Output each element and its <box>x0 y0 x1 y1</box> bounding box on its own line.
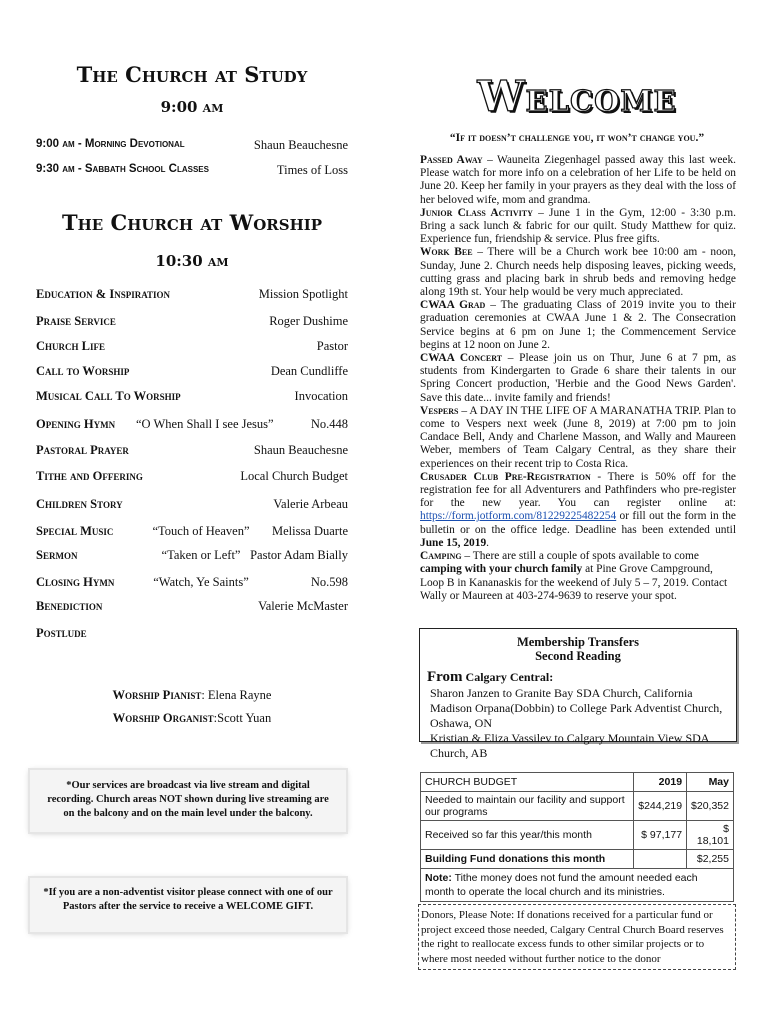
from-place: Calgary Central: <box>462 670 554 684</box>
table-row <box>421 792 734 821</box>
announcement-item <box>420 352 736 405</box>
worship-item <box>36 469 348 489</box>
worship-item <box>36 524 348 544</box>
membership-line: Kristian & Eliza Vassilev to Calgary Mountain View SDA Church, AB <box>430 731 709 760</box>
study-item <box>36 138 348 158</box>
budget-cell: $244,219 <box>634 792 687 821</box>
announcement-text: – The graduating Class of 2019 invite you to their graduation ceremonies at CWAA June 1 & 2. The Consecration Service begins at 6 pm on June 1; the Commencement Service begins at 12 noon on June 2. <box>420 299 736 351</box>
announcement-text: – Wauneita Ziegenhagel passed away this last week. Please watch for more info on a celebration of her Life to be held on June 20. Keep her family in your prayers as they deal with the loss of her beloved wife, mom and grandma. <box>420 154 737 206</box>
worship-item-label: Praise Service <box>36 314 116 328</box>
worship-title: The Church at Worship <box>61 210 323 235</box>
broadcast-note <box>30 770 346 832</box>
worship-item <box>36 626 348 646</box>
worship-item-label: Musical Call To Worship <box>36 389 181 403</box>
worship-item-label: Opening Hymn <box>36 417 116 431</box>
announcement-item <box>420 550 736 603</box>
announcement-item <box>420 154 736 207</box>
budget-note <box>421 869 734 902</box>
study-item <box>36 163 348 183</box>
announcement-text: – June 1 in the Gym, 12:00 - 3:30 p.m. Bring a sack lunch & fabric for our quilt. Study Matthew for quiz. Experience fun, friendship & service. Plus free gifts. <box>420 206 736 246</box>
worship-item-label: Postlude <box>36 626 87 640</box>
worship-pianist <box>36 688 348 703</box>
worship-item-label: Call to Worship <box>36 364 130 378</box>
organist-name: :Scott Yuan <box>213 711 272 725</box>
worship-item-label: Sermon <box>36 548 78 562</box>
budget-cell: $2,255 <box>687 850 734 869</box>
worship-item-title: “Taken or Left” <box>161 548 241 562</box>
worship-item-label: Church Life <box>36 339 105 353</box>
worship-item-value: Dean Cundliffe <box>270 364 348 378</box>
table-row <box>421 850 734 869</box>
study-item-value: Shaun Beauchesne <box>253 138 348 152</box>
study-title: The Church at Study <box>76 62 308 87</box>
worship-item-value: Valerie McMaster <box>258 599 348 613</box>
announcement-text: at Pine Grove Campground, Loop B in Kananaskis for the weekend of July 5 – 7, 2019. Contact Wally or Maureen at 403-274-9639 to reserve your spot. <box>420 563 728 602</box>
worship-item-label: Closing Hymn <box>36 575 115 589</box>
worship-item <box>36 364 348 384</box>
announcement-text: – There are still a couple of spots available to come <box>461 550 699 563</box>
announcement-head: CWAA Grad <box>420 299 486 312</box>
announcements <box>420 154 736 603</box>
worship-item-value: Roger Dushime <box>269 314 348 328</box>
worship-item-value: Pastor <box>316 339 348 353</box>
welcome-title: Welcome <box>477 72 677 121</box>
announcement-item <box>420 299 736 352</box>
study-item-label: 9:00 am - Morning Devotional <box>36 138 185 150</box>
membership-box <box>419 628 737 760</box>
worship-item <box>36 287 348 307</box>
worship-item <box>36 339 348 359</box>
table-row <box>421 773 734 792</box>
worship-item-title: “Watch, Ye Saints” <box>153 575 249 589</box>
worship-item-title: “O When Shall I see Jesus” <box>136 417 274 431</box>
budget-note-text: Tithe money does not fund the amount needed each month to operate the local church and its ministries. <box>425 872 698 898</box>
worship-item <box>36 575 348 595</box>
budget-note-label: Note: <box>425 872 452 884</box>
announcement-text: – There will be a Church work bee 10:00 am - noon, Sunday, June 2. Church needs help disposing leaves, picking weeds, cutting grass and placing bark in shrub beds and removing hedge along 19th st. Your help would be very much appreciated. <box>420 246 737 299</box>
budget-header-year: 2019 <box>634 773 687 792</box>
announcement-item <box>420 207 736 247</box>
worship-item-title: “Touch of Heaven” <box>152 524 250 538</box>
worship-item-value: Local Church Budget <box>240 469 348 483</box>
membership-title: Membership Transfers <box>516 635 640 649</box>
membership-from <box>427 669 736 686</box>
worship-item-label: Tithe and Offering <box>36 469 143 483</box>
membership-line: Madison Orpana(Dobbin) to College Park Adventist Church, Oshawa, ON <box>430 701 723 730</box>
announcement-head: Junior Class Activity <box>420 206 533 219</box>
budget-cell <box>634 850 687 869</box>
worship-item-value: No.448 <box>310 417 348 431</box>
table-row <box>421 821 734 850</box>
pianist-name: : Elena Rayne <box>201 688 272 702</box>
announcement-item: Crusader Club Pre-Registration - There is 50% off for the registration fee for all Adventurers and Pathfinders who pre-register for the new year. You can register online at: https://form.jotform.com/81229225482254 or fill out the form in the bulletin or on the office ledge. Deadline has been extended until June 15, 2019. <box>420 470 736 549</box>
pianist-label: Worship Pianist <box>112 688 202 702</box>
worship-item <box>36 548 348 568</box>
worship-item <box>36 497 348 517</box>
announcement-emphasis: camping with your church family <box>420 563 583 576</box>
organist-label: Worship Organist <box>112 711 214 725</box>
budget-cell: Received so far this year/this month <box>421 821 634 850</box>
broadcast-text: *Our services are broadcast via live stream and digital recording. Church areas NOT shown during live streaming are on the balcony and on the main level under the balcony. <box>47 780 329 819</box>
study-item-value: Times of Loss <box>276 163 348 177</box>
budget-cell: $ 97,177 <box>634 821 687 850</box>
worship-item-value: Pastor Adam Bially <box>250 548 348 562</box>
budget-header-label: CHURCH BUDGET <box>421 773 634 792</box>
worship-time: 10:30 am <box>155 252 229 270</box>
budget-cell: $ 18,101 <box>687 821 734 850</box>
announcement-head: Camping <box>420 550 462 563</box>
budget-cell: Needed to maintain our facility and support our programs <box>421 792 634 821</box>
announcement-head: Passed Away <box>420 154 483 166</box>
visitor-note <box>30 878 346 932</box>
study-item-label: 9:30 am - Sabbath School Classes <box>36 163 209 175</box>
announcement-text: – Please join us on Thur, June 6 at 7 pm, as students from Kindergarten to Grade 6 share their talents in our Spring Concert production, 'Herbie and the Good News Garden'. Save this date... invite family and friends! <box>420 352 736 404</box>
deadline-date: June 15, 2019 <box>420 536 487 549</box>
worship-item-value: Valerie Arbeau <box>273 497 348 511</box>
worship-organist <box>36 711 348 726</box>
announcement-text: - There is 50% off for the registration fee for all Adventurers and Pathfinders who pre-register for the new year. You can register online at: <box>420 470 736 510</box>
announcement-head: Work Bee <box>420 246 473 259</box>
worship-item <box>36 599 348 619</box>
registration-link[interactable]: https://form.jotform.com/81229225482254 <box>420 510 617 523</box>
budget-cell: Building Fund donations this month <box>421 850 634 869</box>
worship-item-value: Mission Spotlight <box>258 287 348 301</box>
donors-note: Donors, Please Note: If donations received for a particular fund or project exceed those needed, Calgary Central Church Board reserves the right to reallocate excess funds to other similar projects or to where most needed without further notice to the donor <box>418 904 736 970</box>
from-word: From <box>427 669 463 685</box>
worship-item <box>36 389 348 409</box>
study-time: 9:00 am <box>160 98 224 116</box>
membership-line: Sharon Janzen to Granite Bay SDA Church, California <box>430 686 693 700</box>
announcement-text: – A DAY IN THE LIFE OF A MARANATHA TRIP. Plan to come to Vespers next week (June 8, 2019) at 7:00 pm to join Candace Bell, Andy and Charlene Masson, and Wally and Maureen Weber, members of Team Calgary Central, as they share their experiences on their recent trip to Costa Rica. <box>420 404 736 470</box>
budget-header-month: May <box>687 773 734 792</box>
worship-item <box>36 314 348 334</box>
worship-item <box>36 443 348 463</box>
announcement-text: or fill out the form in the bulletin or on the office ledge. Deadline has been extended until <box>420 510 736 536</box>
worship-item-value: Shaun Beauchesne <box>253 443 348 457</box>
worship-item-label: Special Music <box>36 524 114 538</box>
membership-subtitle: Second Reading <box>535 649 621 663</box>
worship-item-value: Invocation <box>294 389 348 403</box>
announcement-head: Crusader Club Pre-Registration <box>420 470 591 483</box>
visitor-text: *If you are a non-adventist visitor please connect with one of our Pastors after the service to receive a WELCOME GIFT. <box>43 887 333 912</box>
budget-table <box>420 772 734 902</box>
worship-item-value: No.598 <box>310 575 348 589</box>
worship-item-label: Pastoral Prayer <box>36 443 129 457</box>
announcement-head: CWAA Concert <box>420 352 503 365</box>
worship-item <box>36 417 348 437</box>
welcome-quote: “If it doesn’t challenge you, it won’t change you.” <box>449 132 705 144</box>
worship-item-label: Children Story <box>36 497 123 511</box>
worship-item-label: Benediction <box>36 599 103 613</box>
announcement-item <box>420 405 736 471</box>
budget-cell: $20,352 <box>687 792 734 821</box>
worship-item-label: Education & Inspiration <box>36 287 171 301</box>
announcement-item <box>420 246 736 299</box>
worship-item-value: Melissa Duarte <box>271 524 348 538</box>
announcement-head: Vespers <box>420 404 459 417</box>
table-row <box>421 869 734 902</box>
